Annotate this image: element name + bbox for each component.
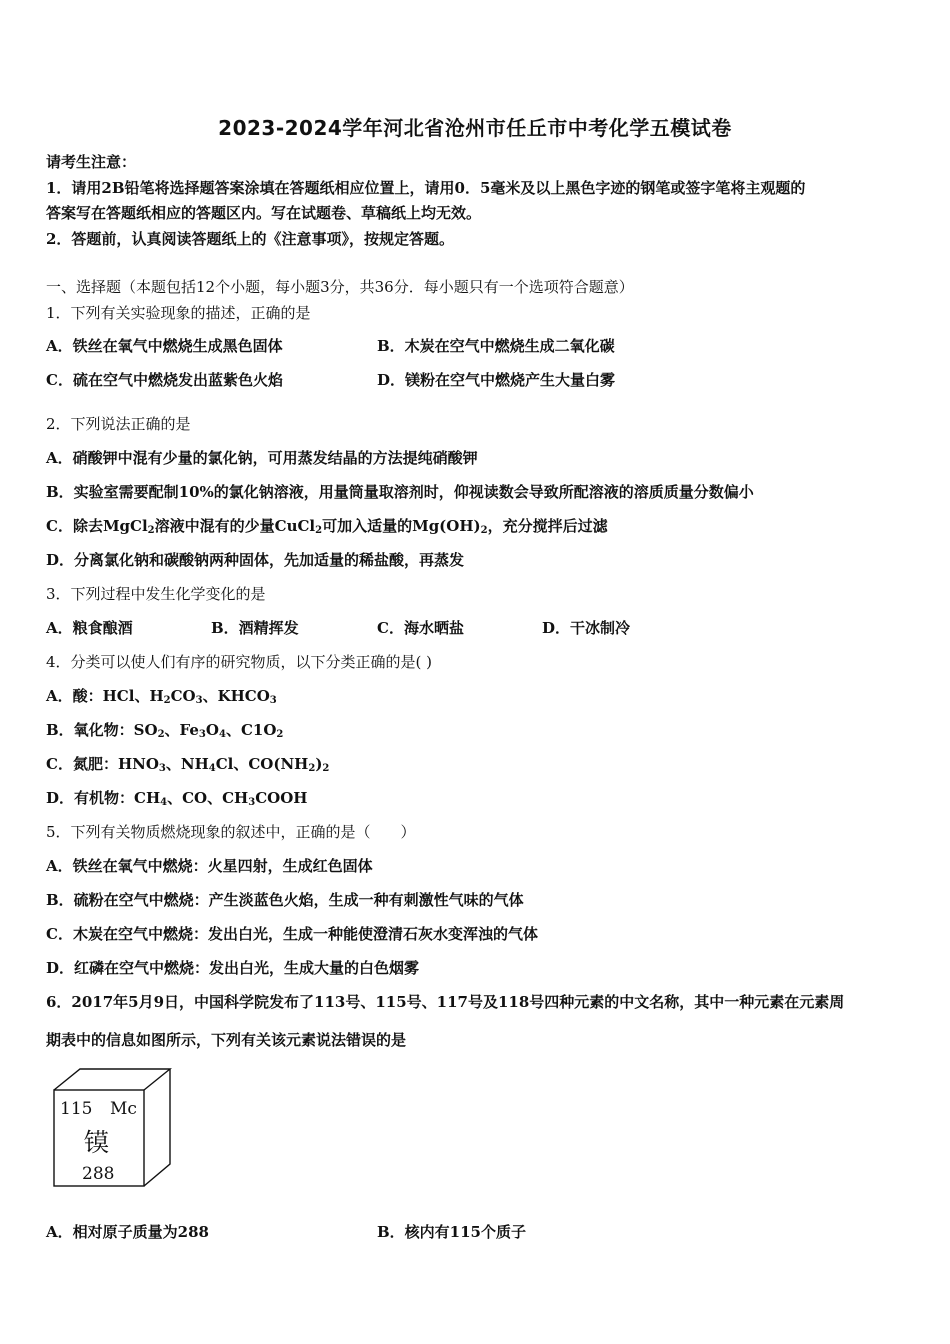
q1-option-b: B．木炭在空气中燃烧生成二氧化碳 (377, 337, 615, 355)
element-number: 115 (60, 1099, 93, 1119)
q2-stem: 2．下列说法正确的是 (46, 415, 191, 433)
q2-option-a: A．硝酸钾中混有少量的氯化钠，可用蒸发结晶的方法提纯硝酸钾 (46, 449, 478, 467)
q4-stem: 4．分类可以使人们有序的研究物质，以下分类正确的是( ) (46, 653, 433, 671)
q3-option-c: C．海水晒盐 (377, 619, 464, 637)
q1-option-d: D．镁粉在空气中燃烧产生大量白雾 (377, 371, 616, 389)
q3-option-d: D．干冰制冷 (542, 619, 631, 637)
q5-stem: 5．下列有关物质燃烧现象的叙述中，正确的是（ ） (46, 823, 416, 841)
q5-option-c: C．木炭在空气中燃烧：发出白光，生成一种能使澄清石灰水变浑浊的气体 (46, 925, 538, 943)
element-cell-figure (50, 1066, 176, 1190)
q1-option-a: A．铁丝在氧气中燃烧生成黑色固体 (46, 337, 283, 355)
q3-option-a: A．粮食酿酒 (46, 619, 133, 637)
q5-option-d: D．红磷在空气中燃烧：发出白光，生成大量的白色烟雾 (46, 959, 420, 977)
q6-stem-line-1: 6．2017年5月9日，中国科学院发布了113号、115号、117号及118号四种元素的中文名称，其中一种元素在元素周 (46, 993, 845, 1011)
q1-stem: 1．下列有关实验现象的描述，正确的是 (46, 304, 311, 322)
q5-option-a: A．铁丝在氧气中燃烧：火星四射，生成红色固体 (46, 857, 373, 875)
notice-line-1: 1．请用2B铅笔将选择题答案涂填在答题纸相应位置上，请用0．5毫米及以上黑色字迹的钢笔或签字笔将主观题的 (46, 179, 806, 197)
q3-stem: 3．下列过程中发生化学变化的是 (46, 585, 266, 603)
q4-option-c: C．氮肥：$HNO_3$、$NH_4Cl$、$CO(NH_2)_2$ (46, 755, 330, 774)
section-heading: 一、选择题（本题包括12个小题，每小题3分，共36分．每小题只有一个选项符合题意） (46, 278, 634, 296)
q2-option-c: C．除去MgCl$_2$溶液中混有的少量CuCl$_2$可加入适量的$Mg(OH)_2$，充分搅拌后过滤 (46, 517, 608, 536)
element-mass: 288 (82, 1164, 115, 1184)
q6-option-b: B．核内有115个质子 (377, 1223, 526, 1241)
q6-option-a: A．相对原子质量为288 (46, 1223, 209, 1241)
q2-option-b: B．实验室需要配制10%的氯化钠溶液，用量筒量取溶剂时，仰视读数会导致所配溶液的溶质质量分数偏小 (46, 483, 754, 501)
q1-option-c: C．硫在空气中燃烧发出蓝紫色火焰 (46, 371, 283, 389)
q5-option-b: B．硫粉在空气中燃烧：产生淡蓝色火焰，生成一种有刺激性气味的气体 (46, 891, 524, 909)
notice-heading: 请考生注意： (46, 153, 137, 171)
q2-option-d: D．分离氯化钠和碳酸钠两种固体，先加适量的稀盐酸，再蒸发 (46, 551, 465, 569)
page-title: 2023-2024学年河北省沧州市任丘市中考化学五模试卷 (218, 116, 732, 140)
element-symbol: Mc (110, 1099, 137, 1119)
q4-option-d: D．有机物：$CH_4$、CO、$CH_3COOH$ (46, 789, 308, 808)
q4-option-b: B．氧化物：$SO_2$、$Fe_3O_4$、$C1O_2$ (46, 721, 284, 740)
element-name: 镆 (84, 1128, 110, 1157)
q6-stem-line-2: 期表中的信息如图所示，下列有关该元素说法错误的是 (46, 1031, 407, 1049)
q3-option-b: B．酒精挥发 (211, 619, 299, 637)
notice-line-3: 2．答题前，认真阅读答题纸上的《注意事项》，按规定答题。 (46, 230, 454, 248)
q4-option-a: A．酸：HCl、$H_2CO_3$、$KHCO_3$ (46, 687, 277, 706)
notice-line-2: 答案写在答题纸相应的答题区内。写在试题卷、草稿纸上均无效。 (46, 204, 482, 222)
element-cell-top (54, 1069, 170, 1090)
